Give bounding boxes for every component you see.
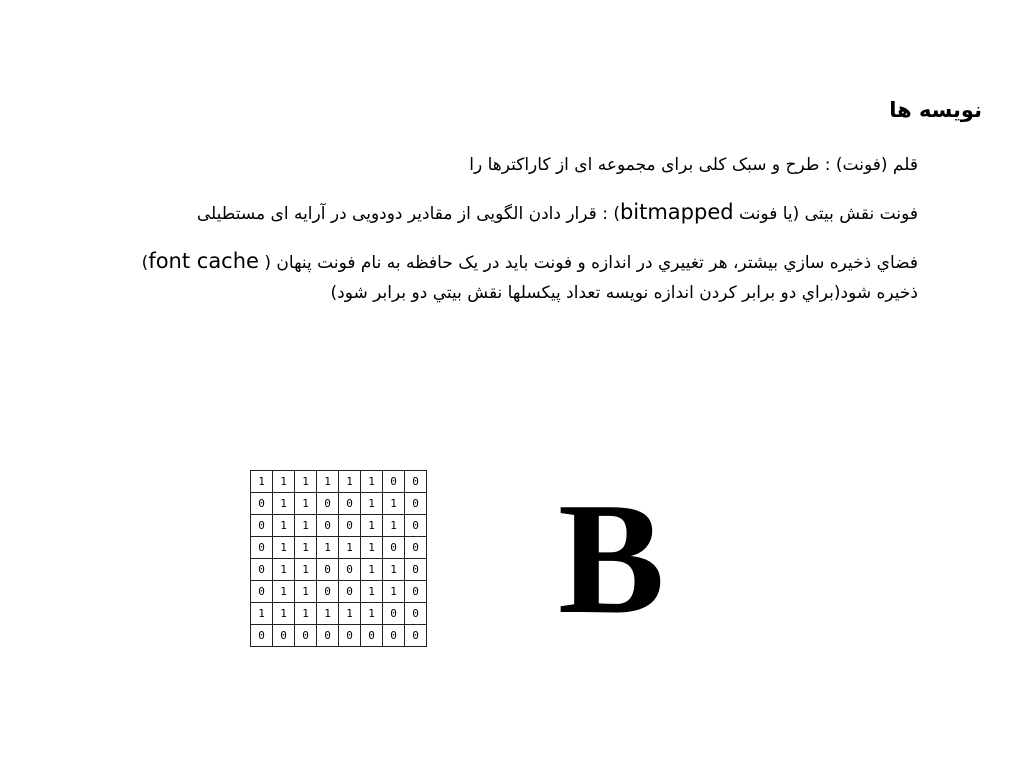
bitmap-row bbox=[251, 515, 427, 537]
bitmap-cell: 1 bbox=[273, 471, 295, 493]
bitmap-row bbox=[251, 471, 427, 493]
bitmap-cell: 1 bbox=[339, 471, 361, 493]
bitmap-row bbox=[251, 559, 427, 581]
bitmap-cell: 1 bbox=[251, 603, 273, 625]
bitmap-cell: 1 bbox=[273, 581, 295, 603]
bitmap-cell: 0 bbox=[317, 625, 339, 647]
paragraph-font-definition bbox=[118, 150, 918, 180]
paragraph-3-latin-term: font cache bbox=[148, 249, 259, 273]
body-text bbox=[118, 150, 918, 325]
bitmap-cell: 0 bbox=[383, 625, 405, 647]
bitmap-cell: 0 bbox=[273, 625, 295, 647]
bitmap-cell: 1 bbox=[273, 493, 295, 515]
rendered-letter: B bbox=[558, 469, 665, 647]
bitmap-cell: 1 bbox=[361, 515, 383, 537]
bitmap-cell: 1 bbox=[295, 581, 317, 603]
bitmap-cell: 1 bbox=[273, 515, 295, 537]
bitmap-cell: 1 bbox=[383, 559, 405, 581]
bitmap-cell: 0 bbox=[295, 625, 317, 647]
bitmap-cell: 1 bbox=[295, 559, 317, 581]
bitmap-cell: 1 bbox=[273, 537, 295, 559]
bitmap-cell: 0 bbox=[251, 581, 273, 603]
bitmap-cell: 1 bbox=[361, 603, 383, 625]
bitmap-cell: 0 bbox=[405, 559, 427, 581]
bitmap-cell: 1 bbox=[295, 493, 317, 515]
paragraph-3-suffix: ) ذخیره شود(براي دو برابر کردن اندازه نویسه تعداد پیکسلها نقش بیتي دو برابر شود) bbox=[141, 253, 918, 303]
bitmap-cell: 0 bbox=[251, 515, 273, 537]
slide-title: نویسه ها bbox=[889, 98, 982, 122]
paragraph-2-suffix: ) : قرار دادن الگویی از مقادیر دودویی در آرایه ای مستطیلی bbox=[196, 204, 620, 224]
bitmap-row bbox=[251, 493, 427, 515]
bitmap-cell: 1 bbox=[361, 493, 383, 515]
bitmap-cell: 0 bbox=[317, 493, 339, 515]
bitmap-cell: 1 bbox=[361, 471, 383, 493]
paragraph-3-prefix: فضاي ذخیره سازي بیشتر، هر تغییري در اندازه و فونت باید در یک حافظه به نام فونت پنهان ( bbox=[258, 253, 918, 273]
bitmap-row bbox=[251, 603, 427, 625]
bitmap-cell: 0 bbox=[361, 625, 383, 647]
bitmap-cell: 0 bbox=[405, 537, 427, 559]
bitmap-cell: 0 bbox=[251, 493, 273, 515]
paragraph-1-text: قلم (فونت) : طرح و سبک کلی برای مجموعه ای از کاراکترها را bbox=[469, 155, 918, 175]
bitmap-cell: 1 bbox=[317, 471, 339, 493]
bitmap-cell: 1 bbox=[383, 515, 405, 537]
bitmap-cell: 1 bbox=[273, 603, 295, 625]
bitmap-row bbox=[251, 581, 427, 603]
paragraph-bitmapped-font bbox=[118, 197, 918, 229]
bitmap-cell: 0 bbox=[317, 581, 339, 603]
bitmap-cell: 1 bbox=[295, 471, 317, 493]
bitmap-cell: 0 bbox=[405, 603, 427, 625]
bitmap-cell: 1 bbox=[361, 537, 383, 559]
bitmap-cell: 0 bbox=[383, 471, 405, 493]
bitmap-row bbox=[251, 537, 427, 559]
bitmap-cell: 1 bbox=[317, 603, 339, 625]
bitmap-cell: 0 bbox=[339, 559, 361, 581]
bitmap-cell: 1 bbox=[361, 581, 383, 603]
bitmap-cell: 1 bbox=[295, 515, 317, 537]
bitmap-grid bbox=[250, 470, 427, 647]
bitmap-cell: 1 bbox=[383, 581, 405, 603]
paragraph-2-prefix: فونت نقش بیتی (یا فونت bbox=[733, 204, 918, 224]
bitmap-cell: 0 bbox=[383, 603, 405, 625]
bitmap-cell: 0 bbox=[251, 625, 273, 647]
bitmap-cell: 1 bbox=[339, 537, 361, 559]
bitmap-cell: 0 bbox=[405, 515, 427, 537]
bitmap-cell: 0 bbox=[317, 515, 339, 537]
bitmap-cell: 1 bbox=[295, 537, 317, 559]
bitmap-cell: 0 bbox=[339, 493, 361, 515]
bitmap-cell: 1 bbox=[295, 603, 317, 625]
bitmap-cell: 1 bbox=[251, 471, 273, 493]
bitmap-cell: 0 bbox=[339, 625, 361, 647]
bitmap-cell: 0 bbox=[339, 515, 361, 537]
bitmap-cell: 0 bbox=[251, 559, 273, 581]
bitmap-cell: 0 bbox=[405, 581, 427, 603]
bitmap-cell: 0 bbox=[405, 493, 427, 515]
bitmap-cell: 0 bbox=[405, 625, 427, 647]
bitmap-cell: 0 bbox=[383, 537, 405, 559]
bitmap-cell: 0 bbox=[339, 581, 361, 603]
bitmap-cell: 1 bbox=[317, 537, 339, 559]
bitmap-cell: 1 bbox=[361, 559, 383, 581]
bitmap-cell: 1 bbox=[383, 493, 405, 515]
bitmap-cell: 1 bbox=[339, 603, 361, 625]
paragraph-2-latin-term: bitmapped bbox=[619, 200, 734, 224]
bitmap-cell: 1 bbox=[273, 559, 295, 581]
paragraph-font-cache bbox=[118, 246, 918, 308]
bitmap-cell: 0 bbox=[405, 471, 427, 493]
bitmap-row bbox=[251, 625, 427, 647]
bitmap-grid-figure bbox=[250, 470, 427, 647]
bitmap-cell: 0 bbox=[317, 559, 339, 581]
bitmap-cell: 0 bbox=[251, 537, 273, 559]
